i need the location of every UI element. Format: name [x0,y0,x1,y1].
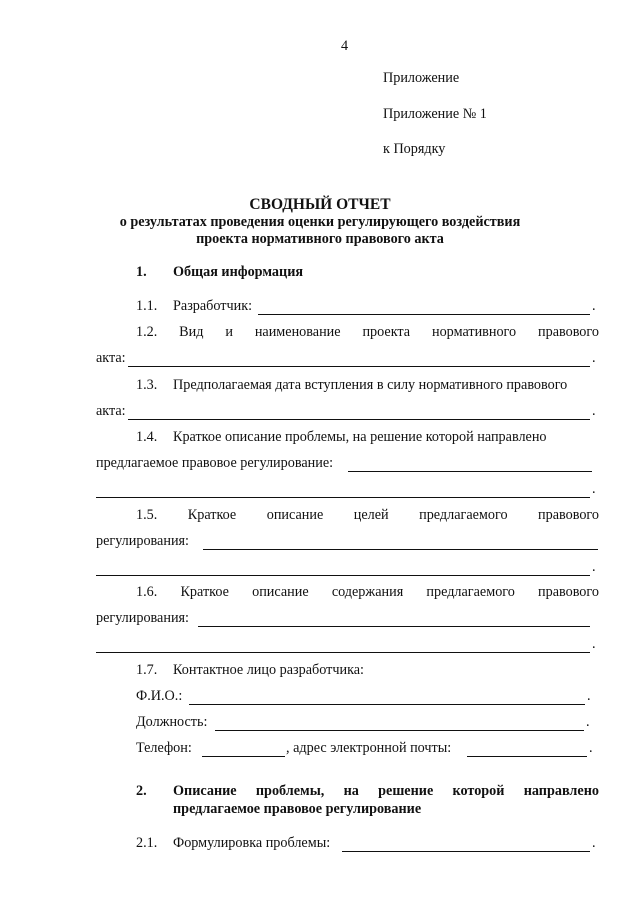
word: нормативного [432,324,517,340]
item-1-5-line [136,507,599,524]
item-1-4-continuation: предлагаемое правовое регулирование: [96,455,334,471]
developer-field[interactable] [258,314,590,315]
word: правового [538,584,599,600]
word: на [343,783,359,799]
appendix-line-3: к Порядку [383,141,446,157]
item-1-2-line [136,324,599,341]
item-1-5-continuation: регулирования: [96,533,190,549]
page-number: 4 [341,38,349,54]
word: целей [353,507,389,523]
item-1-2-continuation: акта: [96,350,126,366]
word: Описание [173,783,237,799]
item-1-2-number: 1.2. [136,324,158,340]
item-1-6-continuation: регулирования: [96,610,190,626]
effective-date-field[interactable] [128,419,590,420]
word: направлено [523,783,599,799]
section-2-number: 2. [136,783,147,799]
item-1-5-number: 1.5. [136,507,158,523]
phone-field[interactable] [202,756,285,757]
word: Краткое [187,507,237,523]
period: . [592,403,596,419]
section-2-title-line-2: предлагаемое правовое регулирование [173,801,422,817]
item-1-4-number: 1.4. [136,429,158,445]
item-1-7-label: Контактное лицо разработчика: [173,662,364,678]
period: . [589,740,593,756]
period: . [592,298,596,314]
phone-label: Телефон: [136,740,192,756]
word: и [225,324,233,340]
item-1-1-label: Разработчик: [173,298,253,314]
word: правового [538,507,599,523]
word: правового [538,324,599,340]
word: проекта [362,324,411,340]
period: . [586,714,590,730]
section-2-title-line-1 [173,783,599,800]
item-2-1-number: 2.1. [136,835,158,851]
item-1-3-label: Предполагаемая дата вступления в силу нормативного правового [173,377,568,393]
problem-description-field-line-2[interactable] [96,497,590,498]
problem-formulation-field[interactable] [342,851,590,852]
word: описание [266,507,324,523]
item-2-1-label: Формулировка проблемы: [173,835,331,851]
item-1-3-number: 1.3. [136,377,158,393]
appendix-line-2: Приложение № 1 [383,106,487,122]
goals-field-line-2[interactable] [96,575,590,576]
item-1-1-number: 1.1. [136,298,158,314]
content-field[interactable] [198,626,590,627]
word: Вид [179,324,204,340]
section-1-title: Общая информация [173,264,304,280]
word: предлагаемого [419,507,508,523]
fio-label: Ф.И.О.: [136,688,183,704]
goals-field[interactable] [203,549,598,550]
document-subtitle-2: проекта нормативного правового акта [196,231,444,247]
word: решение [378,783,434,799]
period: . [587,688,591,704]
word: содержания [331,584,404,600]
word: проблемы, [255,783,325,799]
item-1-4-label: Краткое описание проблемы, на решение которой направлено [173,429,547,445]
period: . [592,559,596,575]
content-field-line-2[interactable] [96,652,590,653]
position-field[interactable] [215,730,584,731]
appendix-line-1: Приложение [383,70,460,86]
item-1-6-line [136,584,599,601]
period: . [592,481,596,497]
document-subtitle-1: о результатах проведения оценки регулирующего воздействия [119,214,521,230]
item-1-3-continuation: акта: [96,403,126,419]
period: . [592,835,596,851]
word: предлагаемого [426,584,515,600]
word: Краткое [180,584,229,600]
item-1-6-number: 1.6. [136,584,158,600]
email-field[interactable] [467,756,587,757]
section-1-number: 1. [136,264,147,280]
item-1-7-number: 1.7. [136,662,158,678]
fio-field[interactable] [189,704,585,705]
act-name-field[interactable] [128,366,590,367]
email-label: , адрес электронной почты: [286,740,452,756]
word: которой [452,783,505,799]
document-title: СВОДНЫЙ ОТЧЕТ [249,196,391,213]
word: описание [252,584,309,600]
word: наименование [254,324,341,340]
period: . [592,636,596,652]
period: . [592,350,596,366]
problem-description-field[interactable] [348,471,592,472]
position-label: Должность: [136,714,208,730]
